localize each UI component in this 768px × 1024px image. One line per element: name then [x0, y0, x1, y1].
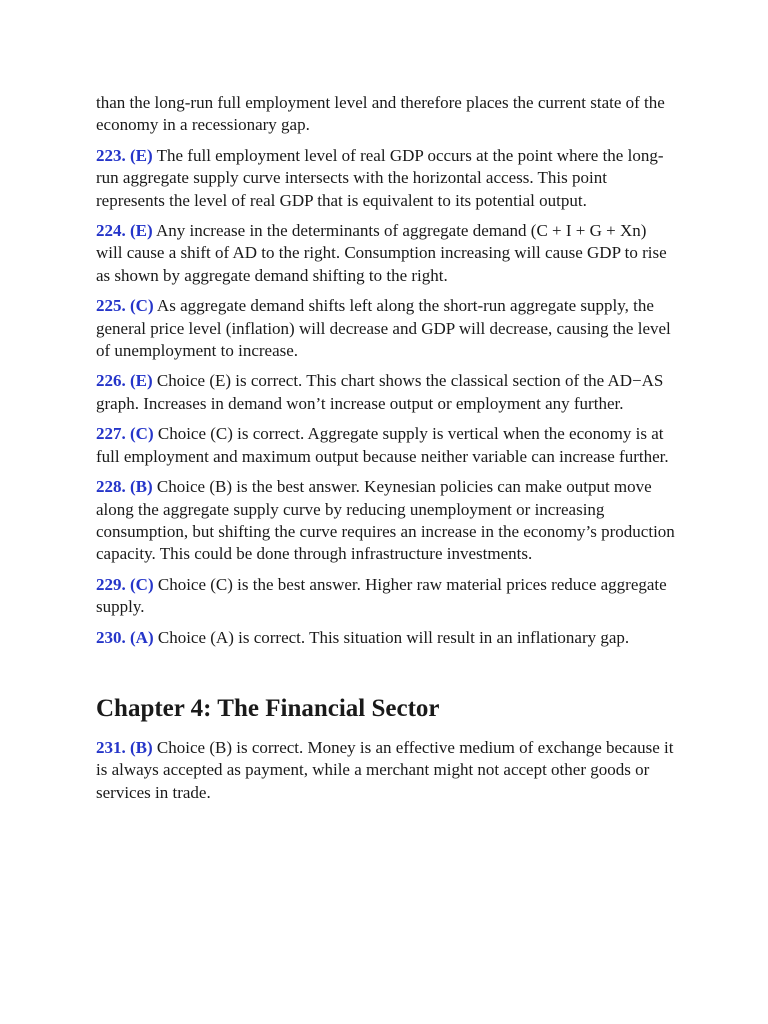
answer-label: 230. (A): [96, 627, 154, 647]
answer-text: As aggregate demand shifts left along the short-run aggregate supply, the general price level (inflation) will decrease and GDP will decrease, causing the level of unemployment to increase.: [96, 296, 671, 361]
answer-label: 229. (C): [96, 574, 154, 594]
answer-label: 228. (B): [96, 477, 153, 497]
answer-231: [96, 737, 676, 804]
answer-text: Choice (C) is the best answer. Higher raw material prices reduce aggregate supply.: [96, 574, 667, 617]
answer-230: [96, 627, 676, 649]
answer-label: 224. (E): [96, 221, 153, 241]
answer-text: Any increase in the determinants of aggregate demand (C + I + G + Xn) will cause a shift of AD to the right. Consumption increasing will cause GDP to rise as shown by aggregate demand shifting to the right.: [96, 221, 667, 285]
answer-text: Choice (E) is correct. This chart shows the classical section of the AD−AS graph. Increases in demand won’t increase output or employment any further.: [96, 371, 664, 413]
answer-text: Choice (B) is correct. Money is an effective medium of exchange because it is always accepted as payment, while a merchant might not accept other goods or services in trade.: [96, 737, 674, 802]
answer-229: [96, 574, 676, 619]
answer-label: 223. (E): [96, 145, 153, 165]
answer-text: Choice (B) is the best answer. Keynesian policies can make output move along the aggregate supply curve by reducing unemployment or increasing consumption, but shifting the curve requires an increase in the economy’s production capacity. This could be done through infrastructure investments.: [96, 477, 675, 564]
answer-224: [96, 220, 676, 287]
answer-text: The full employment level of real GDP occurs at the point where the long-run aggregate supply curve intersects with the horizontal access. This point represents the level of real GDP that is equivalent to its potential output.: [96, 145, 664, 210]
answer-227: [96, 423, 676, 468]
answer-225: [96, 295, 676, 362]
answer-text: Choice (C) is correct. Aggregate supply is vertical when the economy is at full employment and maximum output because neither variable can increase further.: [96, 424, 669, 466]
document-page: [96, 92, 676, 812]
answer-label: 227. (C): [96, 424, 154, 444]
answer-label: 225. (C): [96, 296, 154, 316]
answer-label: 231. (B): [96, 737, 153, 757]
answer-label: 226. (E): [96, 371, 153, 391]
intro-paragraph: than the long-run full employment level and therefore places the current state of the economy in a recessionary gap.: [96, 93, 665, 135]
answer-228: [96, 476, 676, 566]
answer-226: [96, 370, 676, 415]
answer-223: [96, 145, 676, 212]
chapter-heading: Chapter 4: The Financial Sector: [96, 694, 440, 722]
answer-text: Choice (A) is correct. This situation will result in an inflationary gap.: [157, 627, 630, 647]
